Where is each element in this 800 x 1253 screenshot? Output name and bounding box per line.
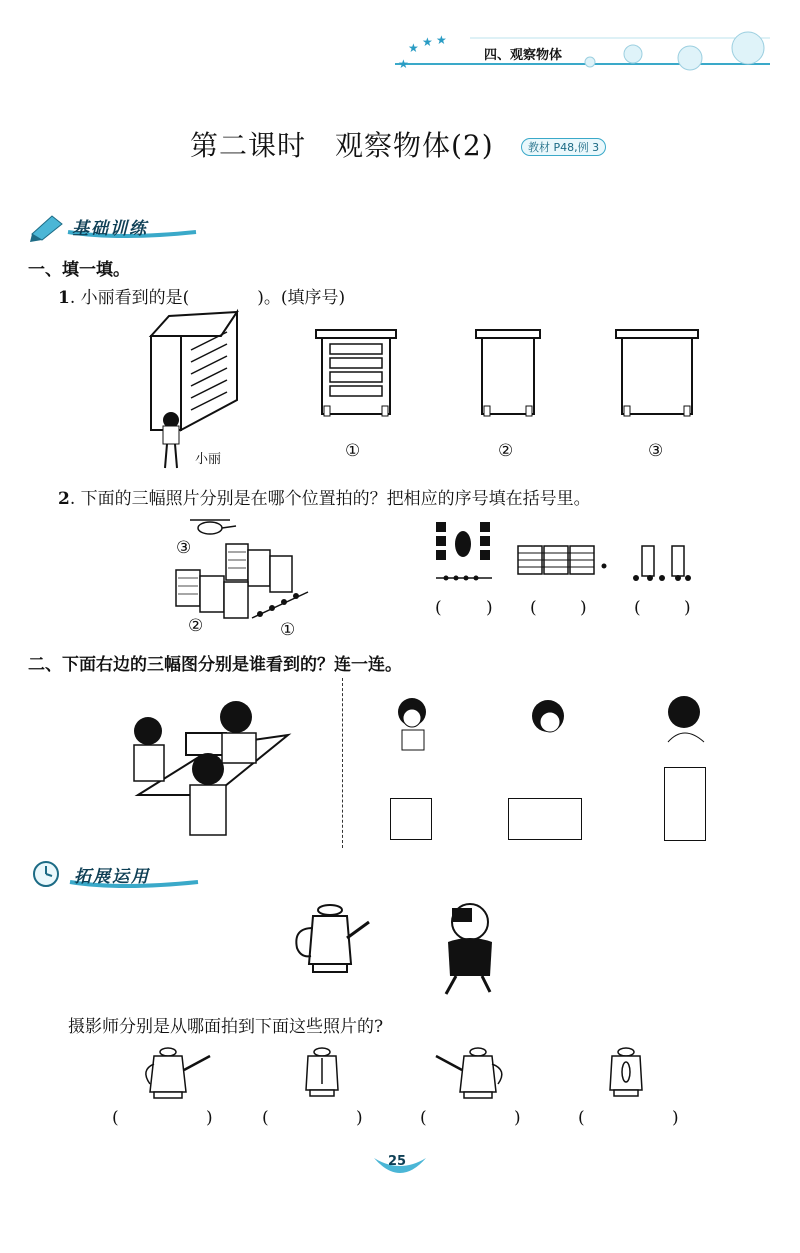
- option-label-3: ③: [648, 441, 664, 461]
- photo-c-side-view: [632, 544, 692, 584]
- teapot-view-2-icon: [302, 1044, 342, 1100]
- part3-blank-4-close: ): [672, 1108, 679, 1128]
- section-banner-basic: [28, 210, 198, 240]
- teapot-view-1-icon: [140, 1044, 216, 1100]
- photographer-pig-illustration: [430, 898, 510, 998]
- section-label-extend: 拓展运用: [74, 867, 150, 887]
- part3-question: 摄影师分别是从哪面拍到下面这些照片的?: [68, 1017, 384, 1037]
- position-label-1: ①: [280, 620, 296, 640]
- option-1-front-view: [316, 328, 396, 418]
- chapter-title: 四、观察物体: [484, 48, 563, 63]
- q1-text-after: )。(填序号): [257, 288, 346, 308]
- view-small-square[interactable]: [390, 798, 432, 840]
- position-label-2: ②: [188, 616, 204, 636]
- q2-text-body: . 下面的三幅照片分别是在哪个位置拍的？把相应的序号填在括号里。: [69, 489, 591, 509]
- part2-heading: 二、下面右边的三幅图分别是谁看到的？连一连。: [28, 655, 402, 675]
- view-tall-rectangle[interactable]: [664, 767, 706, 841]
- teapot-view-4-icon: [606, 1044, 646, 1100]
- q1-number: 1: [58, 288, 70, 308]
- boy-back-head-icon: [660, 694, 710, 744]
- part1-heading: 一、填一填。: [28, 260, 130, 280]
- helicopter-icon: [190, 520, 236, 534]
- teapot-illustration: [285, 898, 375, 978]
- svg-text:★: ★: [436, 33, 447, 47]
- position-label-3: ③: [176, 538, 192, 558]
- teapot-view-3-icon: [432, 1044, 508, 1100]
- part3-blank-3-close: ): [514, 1108, 521, 1128]
- header-stars-decoration: [0, 0, 800, 80]
- option-2-side-view: [476, 328, 540, 418]
- section-label-basic: 基础训练: [72, 219, 148, 239]
- option-label-2: ②: [498, 441, 514, 461]
- svg-text:★: ★: [408, 41, 419, 55]
- q2-blank-b-open: (: [530, 598, 537, 618]
- option-3-back-view: [616, 328, 698, 418]
- q2-blank-b-close: ): [580, 598, 587, 618]
- photo-a-top-view: [434, 518, 494, 584]
- q1-text-before: . 小丽看到的是(: [69, 288, 190, 308]
- girl-head-icon: [392, 694, 434, 754]
- photo-b-front-view: [518, 544, 610, 584]
- part3-blank-4-open: (: [578, 1108, 585, 1128]
- lesson-title: 第二课时 观察物体(2): [190, 129, 494, 162]
- svg-text:★: ★: [422, 35, 433, 49]
- q2-blank-c-open: (: [634, 598, 641, 618]
- option-label-1: ①: [345, 441, 361, 461]
- part3-blank-1-close: ): [206, 1108, 213, 1128]
- view-wide-rectangle[interactable]: [508, 798, 582, 840]
- part3-blank-3-open: (: [420, 1108, 427, 1128]
- q2-blank-a-close: ): [486, 598, 493, 618]
- dashed-divider: [342, 678, 343, 848]
- buildings-scene-illustration: [160, 514, 320, 634]
- boy-head-icon: [526, 696, 570, 742]
- q2-number: 2: [58, 489, 70, 509]
- section-banner-extend: [30, 858, 200, 888]
- textbook-reference-badge: 教材 P48,例 3: [521, 138, 606, 156]
- q2-text: [58, 484, 591, 509]
- q2-blank-c-close: ): [684, 598, 691, 618]
- q2-blank-a-open: (: [435, 598, 442, 618]
- svg-text:★: ★: [398, 57, 409, 71]
- part3-blank-2-close: ): [356, 1108, 363, 1128]
- page-number: 25: [388, 1154, 407, 1169]
- children-around-box-illustration: [118, 695, 298, 845]
- part3-blank-2-open: (: [262, 1108, 269, 1128]
- part3-blank-1-open: (: [112, 1108, 119, 1128]
- q1-text: [58, 283, 345, 308]
- person-label-xiaoli: 小丽: [195, 452, 222, 467]
